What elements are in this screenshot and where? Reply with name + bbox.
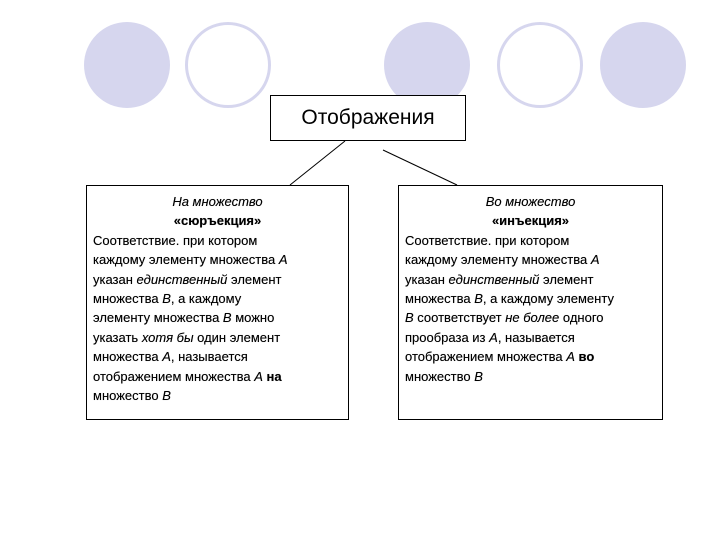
surjection-box (86, 185, 349, 420)
title-box (270, 95, 466, 141)
diagram-title: Отображения (301, 106, 435, 129)
injection-term: «инъекция» (491, 213, 570, 229)
injection-box (398, 185, 663, 420)
surjection-term: «сюръекция» (173, 213, 262, 229)
injection-definition: Соответствие. при котором каждому элементу множества А указан единственный элемент множества В, а каждому элементу В соответствует не более одного прообраза из А, называется отображением множества А во множество В (405, 232, 614, 384)
surjection-heading: На множество (172, 194, 263, 209)
connector-right (383, 150, 457, 185)
connector-left (290, 141, 345, 185)
injection-heading: Во множество (485, 194, 576, 209)
surjection-definition: Соответствие. при котором каждому элементу множества А указан единственный элемент множества В, а каждому элементу множества В можно указать хотя бы один элемент множества А, называется отображением множества А на множество В (93, 232, 288, 404)
